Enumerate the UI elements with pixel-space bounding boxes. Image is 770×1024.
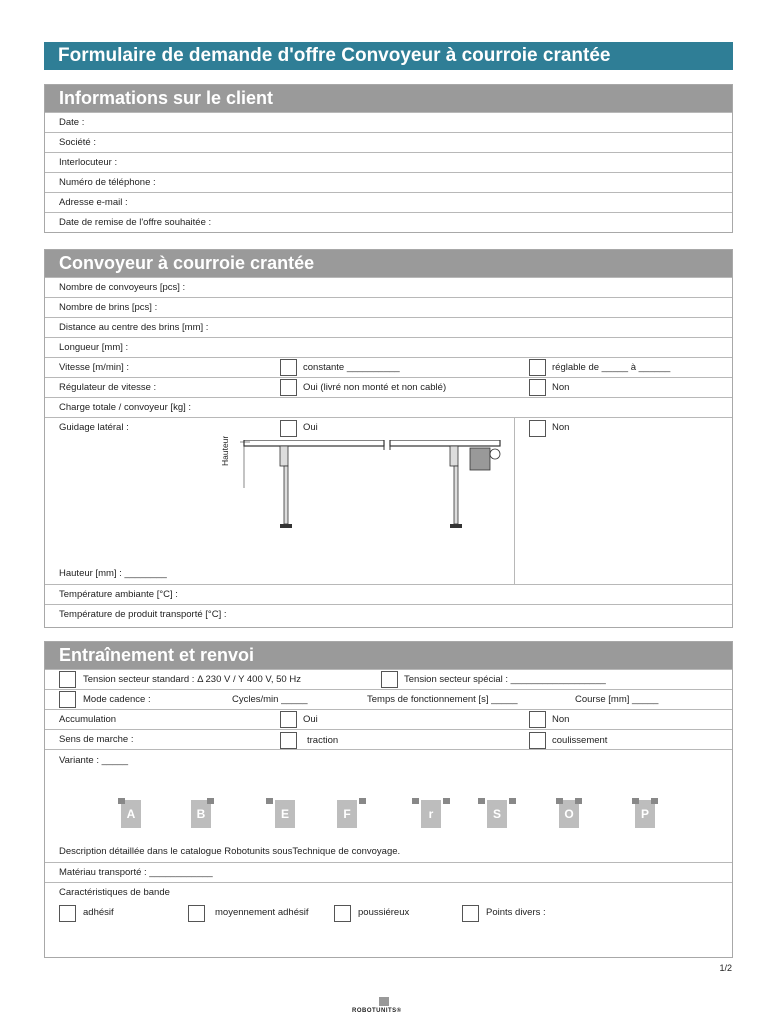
tension-special-checkbox[interactable] bbox=[381, 671, 398, 688]
variant-p[interactable]: P bbox=[635, 800, 655, 828]
guidage-oui-checkbox[interactable] bbox=[280, 420, 297, 437]
bande-adhesif-checkbox[interactable] bbox=[59, 905, 76, 922]
variant-e[interactable]: E bbox=[275, 800, 295, 828]
tension-row: Tension secteur standard : Δ 230 V / Y 400 V, 50 Hz Tension secteur spécial : __________________ bbox=[45, 669, 732, 689]
accumulation-non-checkbox[interactable] bbox=[529, 711, 546, 728]
conveyor-section bbox=[44, 249, 733, 628]
client-phone-field[interactable]: Numéro de téléphone : bbox=[45, 172, 732, 192]
charge-field[interactable]: Charge totale / convoyeur [kg] : bbox=[45, 397, 732, 417]
client-heading: Informations sur le client bbox=[45, 85, 732, 112]
materiau-field[interactable]: Matériau transporté : ____________ bbox=[45, 862, 732, 882]
variant-b[interactable]: B bbox=[191, 800, 211, 828]
mode-cadence-row: Mode cadence : Cycles/min _____ Temps de fonctionnement [s] _____ Course [mm] _____ bbox=[45, 689, 732, 709]
distance-field[interactable]: Distance au centre des brins [mm] : bbox=[45, 317, 732, 337]
client-offer-date-field[interactable]: Date de remise de l'offre souhaitée : bbox=[45, 212, 732, 232]
sens-traction-checkbox[interactable] bbox=[280, 732, 297, 749]
divider bbox=[514, 418, 515, 585]
client-email-field[interactable]: Adresse e-mail : bbox=[45, 192, 732, 212]
temp-ambiante-field[interactable]: Température ambiante [°C] : bbox=[45, 584, 732, 604]
form-title: Formulaire de demande d'offre Convoyeur à courroie crantée bbox=[44, 42, 733, 70]
variant-f[interactable]: F bbox=[337, 800, 357, 828]
accumulation-row: Accumulation Oui Non bbox=[45, 709, 732, 729]
regulateur-non-checkbox[interactable] bbox=[529, 379, 546, 396]
brand-logo-icon bbox=[379, 997, 389, 1006]
vitesse-row: Vitesse [m/min] : constante __________ réglable de _____ à ______ bbox=[45, 357, 732, 377]
page-number: 1/2 bbox=[719, 963, 732, 973]
client-section bbox=[44, 84, 733, 233]
conveyor-heading: Convoyeur à courroie crantée bbox=[45, 250, 732, 277]
temp-produit-field[interactable]: Température de produit transporté [°C] : bbox=[45, 604, 732, 624]
sens-row: Sens de marche : traction coulissement bbox=[45, 729, 732, 749]
vitesse-constante-checkbox[interactable] bbox=[280, 359, 297, 376]
guidage-row: Guidage latéral : Oui Non Hauteur Hauteur [mm] : ________ bbox=[45, 417, 732, 584]
conveyor-diagram bbox=[210, 440, 510, 550]
tension-standard-checkbox[interactable] bbox=[59, 671, 76, 688]
variant-r[interactable]: r bbox=[421, 800, 441, 828]
mode-cadence-checkbox[interactable] bbox=[59, 691, 76, 708]
drive-section bbox=[44, 641, 733, 958]
caracteristiques-row: Caractéristiques de bande adhésif moyennement adhésif poussiéreux Points divers : bbox=[45, 882, 732, 931]
bande-moyen-checkbox[interactable] bbox=[188, 905, 205, 922]
variant-a[interactable]: A bbox=[121, 800, 141, 828]
longueur-field[interactable]: Longueur [mm] : bbox=[45, 337, 732, 357]
bande-poussiereux-checkbox[interactable] bbox=[334, 905, 351, 922]
diagram-height-label: Hauteur bbox=[220, 435, 230, 466]
variant-o[interactable]: O bbox=[559, 800, 579, 828]
accumulation-oui-checkbox[interactable] bbox=[280, 711, 297, 728]
variant-s[interactable]: S bbox=[487, 800, 507, 828]
client-company-field[interactable]: Société : bbox=[45, 132, 732, 152]
variante-row: Variante : _____ A B E F r S O P Description détaillée dans le catalogue Robotunits sousTechnique de convoyage. bbox=[45, 749, 732, 862]
client-date-field[interactable]: Date : bbox=[45, 112, 732, 132]
client-contact-field[interactable]: Interlocuteur : bbox=[45, 152, 732, 172]
sens-coulissement-checkbox[interactable] bbox=[529, 732, 546, 749]
bande-points-checkbox[interactable] bbox=[462, 905, 479, 922]
regulateur-oui-checkbox[interactable] bbox=[280, 379, 297, 396]
brand-name: ROBOTUNITS® bbox=[352, 1008, 402, 1014]
guidage-non-checkbox[interactable] bbox=[529, 420, 546, 437]
description-text: Description détaillée dans le catalogue Robotunits sousTechnique de convoyage. bbox=[59, 846, 401, 857]
drive-heading: Entraînement et renvoi bbox=[45, 642, 732, 669]
vitesse-reglable-checkbox[interactable] bbox=[529, 359, 546, 376]
nb-brins-field[interactable]: Nombre de brins [pcs] : bbox=[45, 297, 732, 317]
regulateur-row: Régulateur de vitesse : Oui (livré non monté et non cablé) Non bbox=[45, 377, 732, 397]
nb-convoyeurs-field[interactable]: Nombre de convoyeurs [pcs] : bbox=[45, 277, 732, 297]
